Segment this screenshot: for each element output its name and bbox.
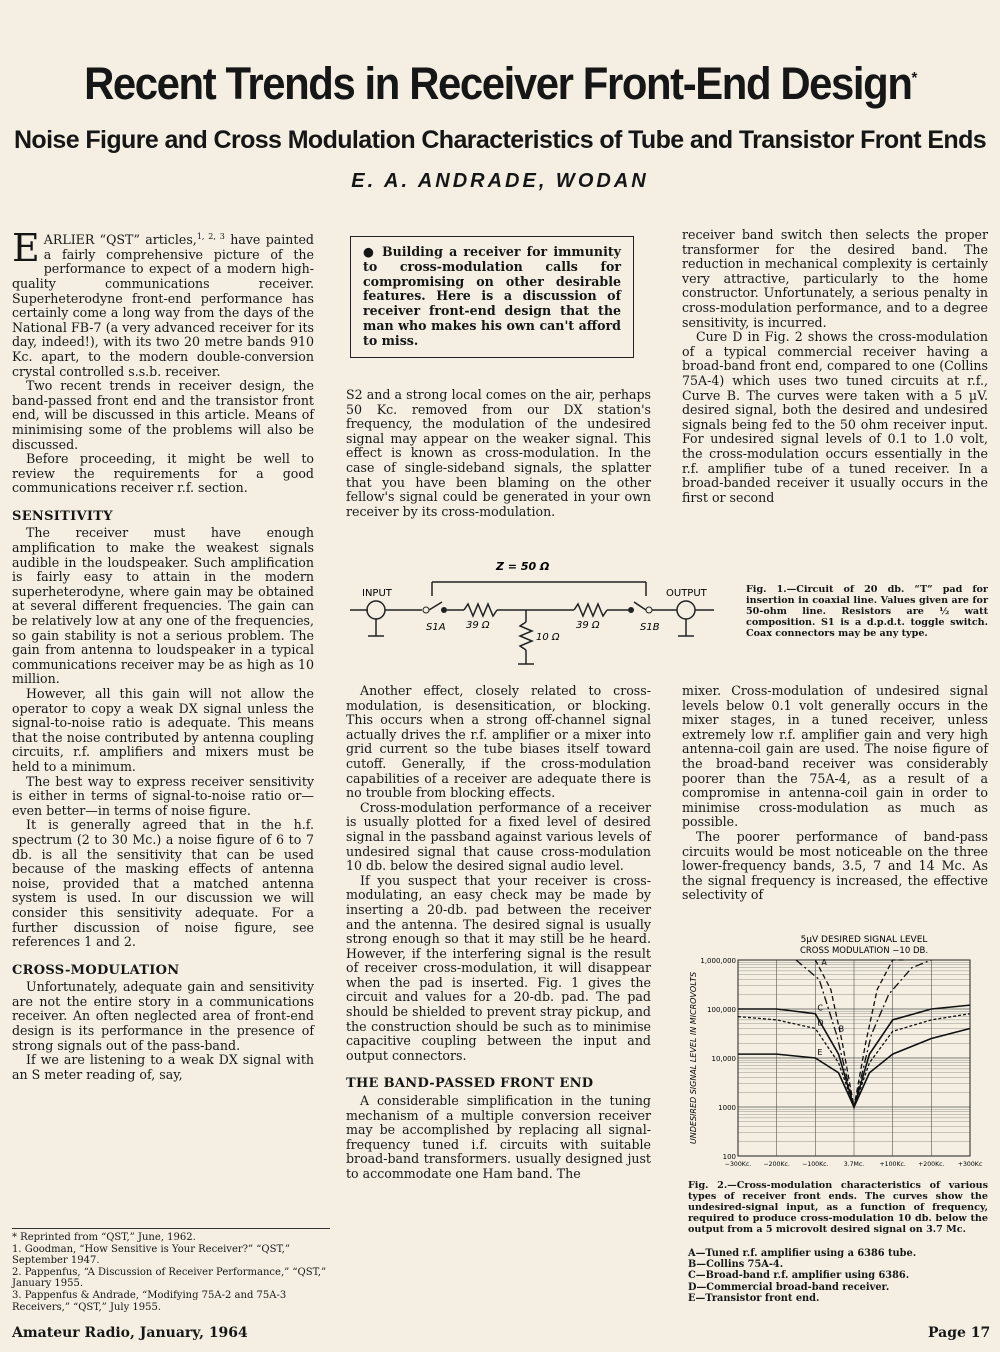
section-heading-crossmod: CROSS-MODULATION (12, 962, 180, 978)
x-tick-label: 3.7Mc. (843, 1161, 865, 1168)
fig1-input-label: INPUT (362, 588, 392, 599)
y-tick-label: 1000 (718, 1104, 736, 1112)
y-tick-label: 10,000 (711, 1055, 736, 1063)
paragraph: mixer. Cross-modulation of undesired signal levels below 0.1 volt generally occurs in the mixer stages, in a tuned receiver, unless extremely low r.f. amplifier gain and very high antenna-coil gain are used. The noise figure of the broad-band receiver was considerably poorer than the 75A-4, as a result of a compromise in antenna-coil gain in order to minimise cross-modulation as much as possible. (682, 683, 988, 830)
fig1-output-label: OUTPUT (666, 588, 707, 599)
legend-item: B—Collins 75A-4. (688, 1259, 784, 1271)
section-heading-bandpass: THE BAND-PASSED FRONT END (346, 1076, 594, 1092)
article-author: E. A. ANDRADE, WODAN (351, 170, 649, 192)
reference-item: 3. Pappenfus & Andrade, “Modifying 75A-2 and 75A-3 Receivers,” “QST,” July 1955. (12, 1289, 287, 1313)
series-label-b: B (838, 1024, 845, 1034)
fig1-impedance-label: Z = 50 Ω (496, 560, 550, 573)
legend-item: C—Broad-band r.f. amplifier using 6386. (688, 1270, 910, 1282)
callout-box: ● Building a receiver for immunity to cross-modulation calls for compromising on other desirable features. Here is a discussion of receiver front-end design that the man who makes his own can't afford to miss. (350, 236, 634, 358)
fig2-legend (688, 1248, 988, 1304)
chart-title: 5µV DESIRED SIGNAL LEVEL (800, 935, 928, 945)
x-tick-label: −300Kc. (724, 1161, 752, 1168)
drop-cap: E (12, 226, 40, 270)
paragraph: Before proceeding, it might be well to review the requirements for a good communications receiver r.f. section. (12, 451, 314, 496)
paragraph: Another effect, closely related to cross-modulation, is desensitication, or blocking. This occurs when a strong off-channel signal actually drives the r.f. amplifier or a mixer into grid current so the tube biases itself toward cutoff. Generally, if the cross-modulation capabilities of a receiver are adequate there is no trouble from blocking effects. (346, 683, 651, 801)
reference-item: 1. Goodman, “How Sensitive is Your Receiver?” “QST,” September 1947. (12, 1243, 290, 1267)
paragraph: Cross-modulation performance of a receiver is usually plotted for a fixed level of desired signal in the passband against various levels of undesired signal that cause cross-modulation 10 db. below the desired signal audio level. (346, 799, 651, 874)
series-label-e: E (817, 1048, 823, 1057)
section-heading-sensitivity: SENSITIVITY (12, 508, 113, 524)
column-2-bottom (346, 684, 651, 1182)
paragraph: It is generally agreed that in the h.f. spectrum (2 to 30 Mc.) a noise figure of 6 to 7 db. is all the sensitivity that can be used because of the masking effects of antenna noise, provided that a matched antenna system is used. In our discussion we will consider this sensitivity adequate. For a further discussion of noise figure, see references 1 and 2. (12, 817, 314, 950)
x-tick-label: −100Kc. (802, 1161, 829, 1168)
paragraph: If you suspect that your receiver is cross-modulating, an easy check may be made by inserting a 20-db. pad between the receiver and the antenna. The desired signal is usually strong enough so that it may still be he heard. However, if the interfering signal is the result of receiver cross-modulation, it will disappear when the pad is inserted. Fig. 1 gives the circuit and values for a 20-db. pad. The pad should be shielded to prevent stray pickup, and the construction should be such as to minimise capacitive coupling between the input and output connectors. (346, 872, 651, 1063)
fig2-chart (682, 930, 992, 1176)
paragraph: S2 and a strong local comes on the air, perhaps 50 Kc. removed from our DX station's frequency, the modulation of the undesired signal may appear on the weaker signal. This effect is known as cross-modulation. In the case of single-sideband signals, the splatter that you have been blaming on the other fellow's signal could be generated in your own receiver by its cross-modulation. (346, 387, 651, 519)
paragraph: The poorer performance of band-pass circuits would be most noticeable on the three lower-frequency bands, 3.5, 7 and 14 Mc. As the signal frequency is increased, the effective selectivity of (682, 828, 988, 903)
series-label-d: D (817, 1018, 824, 1028)
legend-item: E—Transistor front end. (688, 1292, 820, 1304)
fig2-caption: Fig. 2.—Cross-modulation characteristics of various types of receiver front ends. The curves show the undesired-signal input, as a function of frequency, required to produce cross-modulation 10 db. below the output from a 5 microvolt desired signal on 3.7 Mc. (688, 1180, 988, 1235)
x-tick-label: −200Kc. (763, 1161, 790, 1168)
fig1-r1-label: 39 Ω (466, 620, 490, 631)
paragraph: The best way to express receiver sensitivity is either in terms of signal-to-noise ratio or—even better—in terms of noise figure. (12, 773, 314, 818)
column-1 (12, 226, 314, 1082)
reference-item: * Reprinted from “QST,” June, 1962. (12, 1232, 196, 1243)
y-tick-label: 100 (722, 1153, 736, 1161)
article-title: Recent Trends in Receiver Front-End Design* (84, 58, 916, 109)
fig1-r3-label: 10 Ω (536, 632, 560, 643)
paragraph: Two recent trends in receiver design, the band-passed front end and the transistor front end, will be discussed in this article. Means of minimising some of the problems will also be discussed. (12, 378, 314, 452)
title-footnote-mark: * (911, 70, 916, 87)
article-subtitle: Noise Figure and Cross Modulation Characteristics of Tube and Transistor Front Ends (13, 126, 987, 154)
paragraph: receiver band switch then selects the proper transformer for the desired band. The reduction in mechanical complexity is certainly very attractive, particularly to the home constructor. Unfortunately, a serious penalty in cross-modulation performance, and to a degree sensitivity, is incurred. (682, 227, 988, 330)
paragraph: EARLIER “QST” articles,$^{1, 2, 3}$ have painted a fairly comprehensive picture of the performance to expect of a modern high-quality communications receiver. Superheterodyne front-end performance has certainly come a long way from the days of the National FB-7 (a very advanced receiver for its day, indeed!), with its two 20 metre bands 910 Kc. apart, to the modern double-conversion crystal controlled s.s.b. receiver. (12, 226, 314, 379)
series-label-a: A (821, 958, 827, 967)
x-tick-label: +200Kc. (918, 1161, 945, 1168)
paragraph: Unfortunately, adequate gain and sensitivity are not the entire story in a communications receiver. An often neglected area of front-end design is its performance in the presence of strong signals out of the pass-band. (12, 979, 314, 1053)
footer-publication: Amateur Radio, January, 1964 (12, 1325, 248, 1341)
column-3-bottom (682, 684, 988, 903)
fig1-circuit (346, 556, 736, 676)
paragraph: A considerable simplification in the tuning mechanism of a multiple conversion receiver may be accomplished by replacing all signal-frequency tuned i.f. circuits with suitable broad-band transformers. usually designed just to accommodate one Ham band. The (346, 1093, 651, 1181)
paragraph: Cure D in Fig. 2 shows the cross-modulation of a typical commercial receiver having a broad-band front end, compared to one (Collins 75A-4) which uses two tuned circuits at r.f., Curve B. The curves were taken with a 5 µV. desired signal, both the desired and undesired signals being fed to the 50 ohm receiver input. For undesired signal levels of 0.1 to 1.0 volt, the cross-modulation occurs essentially in the r.f. amplifier tube of a tuned receiver. In a broad-banded receiver it usually occurs in the first or second (682, 329, 988, 505)
legend-item: A—Tuned r.f. amplifier using a 6386 tube. (688, 1248, 917, 1259)
paragraph: The receiver must have enough amplification to make the weakest signals audible in the loudspeaker. Such amplification is fairly easy to attain in the modern superheterodyne, where gain may be obtained at several different frequencies. The gain can be relatively low at any one of the frequencies, so gain stability is not a serious problem. The gain from antenna to loudspeaker in a typical communications receiver may be as high as 10 million. (12, 525, 314, 687)
reference-item: 2. Pappenfus, “A Discussion of Receiver Performance,” “QST,” January 1955. (12, 1266, 327, 1290)
column-2-top (346, 388, 651, 519)
legend-item: D—Commercial broad-band receiver. (688, 1281, 890, 1293)
chart-subtitle: CROSS MODULATION −10 DB. (799, 946, 929, 956)
fig1-caption: Fig. 1.—Circuit of 20 db. “T” pad for insertion in coaxial line. Values given are for 50-ohm line. Resistors are ½ watt composition. S1 is a d.p.d.t. toggle switch. Coax connectors may be any type. (746, 584, 988, 639)
fig1-r2-label: 39 Ω (576, 620, 600, 631)
paragraph: However, all this gain will not allow the operator to copy a weak DX signal unless the signal-to-noise ratio is adequate. This means that the noise contributed by antenna coupling circuits, r.f. amplifiers and mixers must be held to a minimum. (12, 686, 314, 774)
y-tick-label: 100,000 (707, 1006, 736, 1014)
fig1-s1b-label: S1B (640, 622, 660, 633)
series-label-c: C (817, 1003, 823, 1013)
fig1-s1a-label: S1A (426, 622, 446, 633)
references (12, 1228, 330, 1313)
column-3-top (682, 228, 988, 505)
footer-page-number: Page 17 (928, 1325, 991, 1341)
y-tick-label: 1,000,000 (700, 957, 736, 965)
y-axis-label: UNDESIRED SIGNAL LEVEL IN MICROVOLTS (689, 971, 698, 1145)
x-tick-label: +100Kc. (879, 1161, 906, 1168)
x-tick-label: +300Kc (957, 1161, 983, 1168)
paragraph: If we are listening to a weak DX signal with an S meter reading of, say, (12, 1052, 314, 1082)
